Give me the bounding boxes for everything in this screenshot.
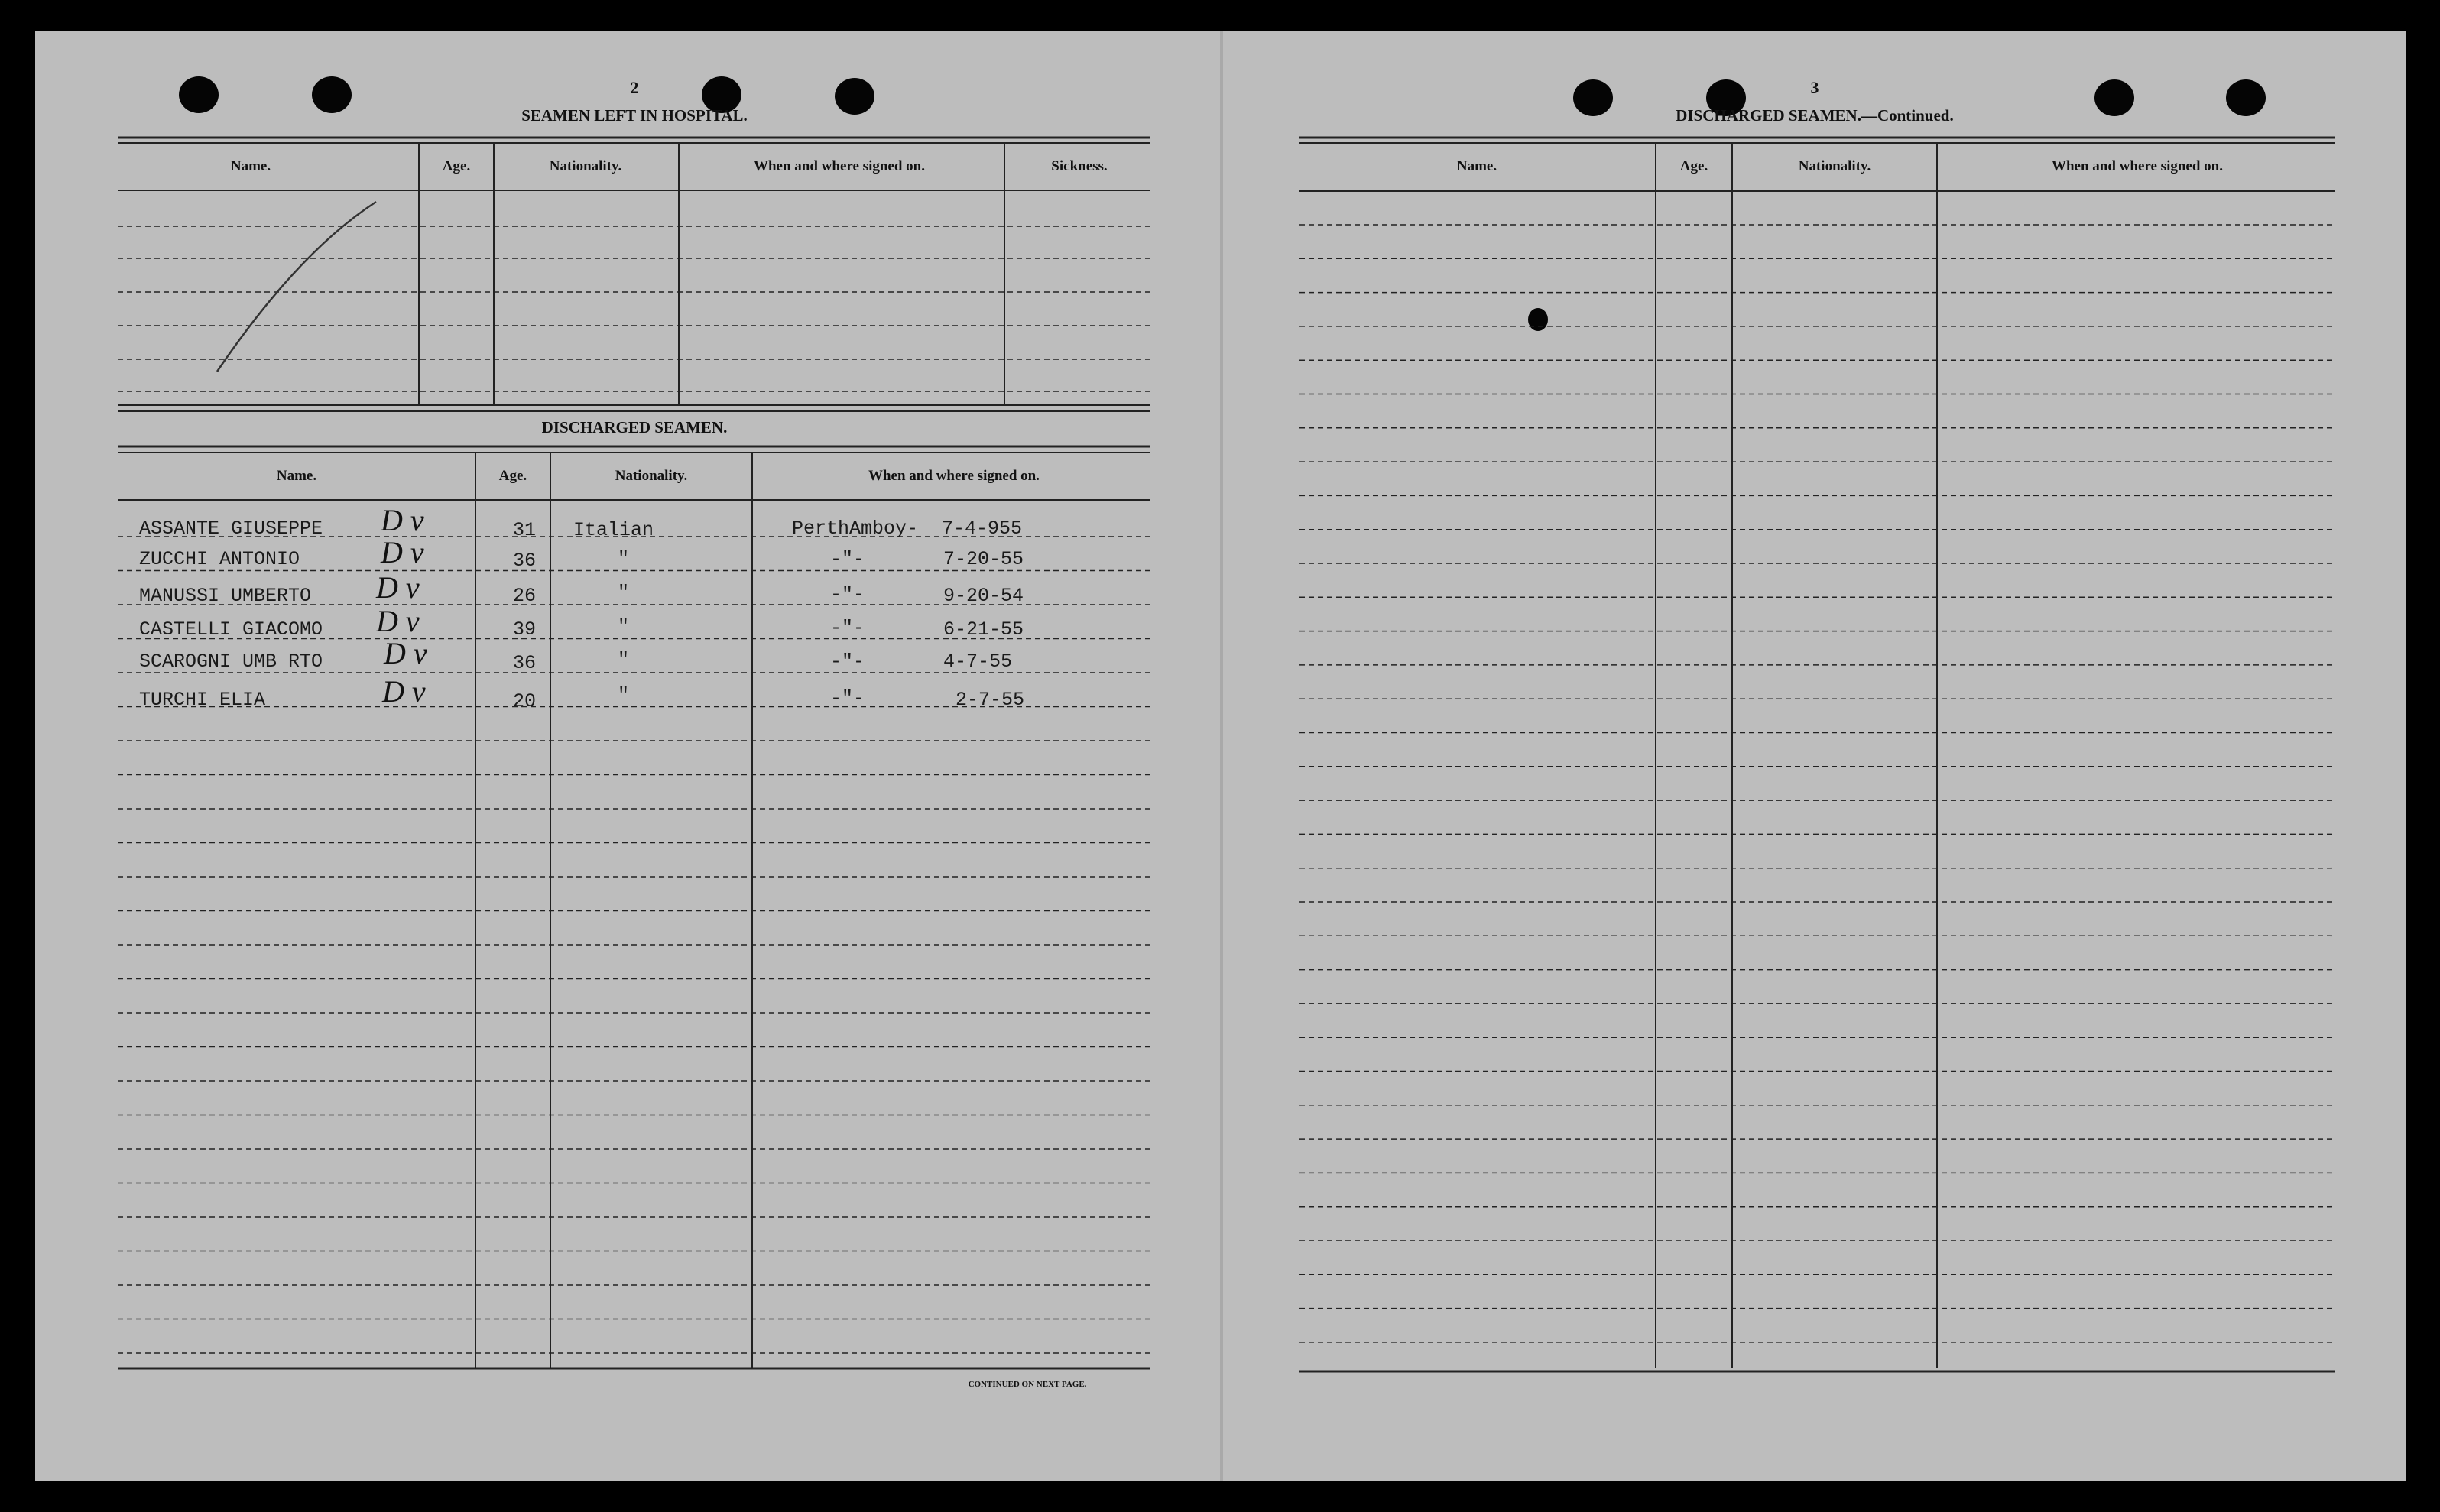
- seaman-name: SCAROGNI UMB RTO: [139, 651, 323, 673]
- discharge-mark: D v: [381, 535, 424, 569]
- continued-footer: CONTINUED ON NEXT PAGE.: [968, 1380, 1087, 1389]
- signed-on-place: -"-: [830, 687, 865, 709]
- seaman-age: 31: [512, 519, 537, 541]
- col-header-signed-on: When and where signed on.: [868, 468, 1040, 484]
- col-header-nationality: Nationality.: [1798, 158, 1871, 174]
- seaman-age: 39: [512, 618, 537, 641]
- discharge-mark: D v: [381, 503, 424, 537]
- seaman-nationality: Italian: [573, 519, 654, 541]
- discharge-mark: D v: [384, 636, 427, 670]
- seaman-nationality: ": [618, 582, 630, 604]
- signed-on-place: PerthAmboy-: [792, 518, 919, 540]
- col-header-name: Name.: [1456, 158, 1497, 174]
- col-header-age: Age.: [498, 468, 527, 484]
- signed-on-place: -"-: [830, 617, 865, 639]
- punch-hole: [179, 76, 219, 113]
- discharge-mark: D v: [376, 570, 420, 605]
- signed-on-date: 2-7-55: [956, 689, 1025, 711]
- seaman-name: ASSANTE GIUSEPPE: [139, 518, 323, 540]
- seaman-age: 36: [512, 652, 537, 674]
- seaman-name: ZUCCHI ANTONIO: [139, 548, 300, 570]
- signed-on-date: 7-20-55: [943, 548, 1024, 570]
- signed-on-date: 7-4-955: [942, 518, 1023, 540]
- seaman-nationality: ": [618, 684, 630, 706]
- punch-hole: [312, 76, 352, 113]
- col-header-age: Age.: [1679, 158, 1708, 174]
- discharge-mark: D v: [376, 604, 420, 638]
- col-header-sickness: Sickness.: [1051, 158, 1108, 174]
- col-header-age: Age.: [442, 158, 471, 174]
- ink-blot: [1528, 308, 1548, 331]
- signed-on-place: -"-: [830, 583, 865, 605]
- signed-on-date: 6-21-55: [943, 618, 1024, 641]
- seaman-nationality: ": [618, 548, 630, 570]
- seaman-age: 36: [512, 550, 537, 572]
- seaman-name: TURCHI ELIA: [139, 689, 266, 711]
- signed-on-place: -"-: [830, 548, 865, 570]
- col-header-name: Name.: [230, 158, 271, 174]
- seaman-name: MANUSSI UMBERTO: [139, 585, 312, 607]
- right-section-title: DISCHARGED SEAMEN.—Continued.: [1676, 106, 1954, 125]
- discharge-mark: D v: [382, 674, 426, 709]
- seaman-nationality: ": [618, 649, 630, 671]
- col-header-signed-on: When and where signed on.: [753, 158, 926, 174]
- punch-hole: [835, 78, 874, 115]
- signed-on-place: -"-: [830, 651, 865, 673]
- col-header-signed-on: When and where signed on.: [2051, 158, 2224, 174]
- col-header-nationality: Nationality.: [549, 158, 622, 174]
- signed-on-date: 4-7-55: [943, 651, 1013, 673]
- discharged-section-title: DISCHARGED SEAMEN.: [541, 418, 728, 436]
- col-header-name: Name.: [276, 468, 317, 484]
- hospital-section-title: SEAMEN LEFT IN HOSPITAL.: [521, 106, 748, 125]
- seaman-name: CASTELLI GIACOMO: [139, 618, 323, 641]
- left-page-number: 2: [630, 78, 639, 97]
- punch-hole: [2226, 79, 2266, 116]
- signed-on-date: 9-20-54: [943, 585, 1024, 607]
- punch-hole: [2094, 79, 2134, 116]
- seaman-age: 26: [512, 585, 537, 607]
- punch-hole: [1573, 79, 1613, 116]
- col-header-nationality: Nationality.: [615, 468, 688, 484]
- seaman-nationality: ": [618, 615, 630, 638]
- seaman-age: 20: [512, 690, 537, 712]
- right-page-number: 3: [1810, 78, 1819, 97]
